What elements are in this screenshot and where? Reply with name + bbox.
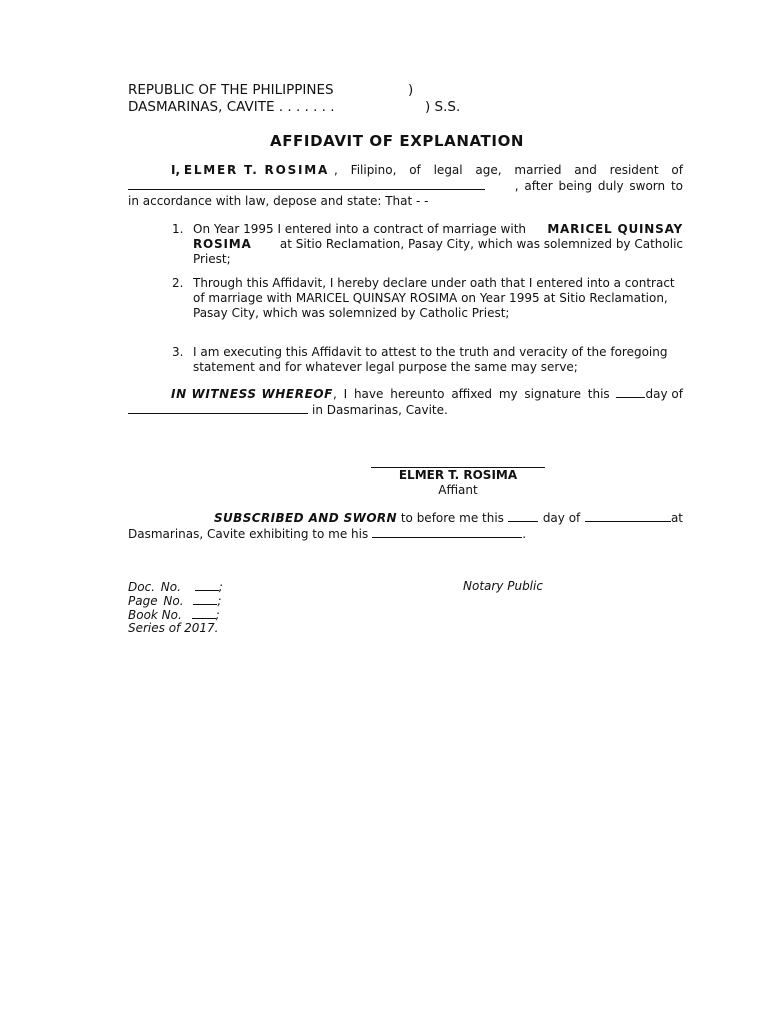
affiant-role: Affiant: [438, 483, 478, 497]
intro-prefix: I,: [171, 163, 181, 177]
jurat-text-4: Dasmarinas, Cavite exhibiting to me his: [128, 527, 369, 541]
header-line-1: [128, 82, 334, 98]
book-semi: ;: [215, 608, 220, 622]
book-label: Book No.: [128, 608, 182, 622]
intro-paragraph: [128, 163, 683, 209]
witness-day-blank: [616, 386, 645, 398]
item-2-text: [193, 276, 683, 321]
affiant-name: ELMER T. ROSIMA: [183, 163, 330, 177]
jurat-text-1: to before me this: [397, 511, 504, 525]
intro-line-1: [128, 163, 683, 178]
item-3-line-1: I am executing this Affidavit to attest to the truth and veracity of the foregoing: [193, 345, 668, 359]
doc-semi: ;: [218, 580, 223, 594]
residence-blank: [128, 178, 485, 190]
item-1-number: 1.: [172, 222, 184, 236]
item-1-end: Priest;: [193, 252, 231, 266]
witness-month-blank: [128, 402, 308, 414]
jurat-text-5: .: [522, 527, 527, 541]
doc-label: Doc. No.: [128, 580, 181, 594]
page-label: Page No.: [128, 594, 184, 608]
item-3-number: 3.: [172, 345, 184, 359]
item-1-text: [193, 222, 683, 267]
item-2-line-1: Through this Affidavit, I hereby declare under oath that I entered into a contract: [193, 276, 675, 290]
book-blank: [192, 607, 216, 619]
item-3-line-2: statement and for whatever legal purpose the same may serve;: [193, 360, 578, 374]
intro-line-2: [128, 178, 683, 194]
header-paren-1: ): [408, 82, 414, 98]
intro-text-1: , Filipino, of legal age, married and resident of: [334, 163, 683, 177]
item-3-text: [193, 345, 683, 375]
item-2-number: 2.: [172, 276, 184, 290]
page-blank: [193, 593, 217, 605]
jurat-text-3: at: [670, 511, 683, 525]
notary-public-label: Notary Public: [463, 579, 543, 593]
affiant-signature-name: ELMER T. ROSIMA: [398, 468, 518, 482]
jurat-text-2: day of: [542, 511, 581, 525]
doc-blank: [195, 579, 219, 591]
witness-text-3: in Dasmarinas, Cavite.: [312, 403, 448, 417]
header-line-2: DASMARINAS, CAVITE . . . . . . .: [128, 99, 335, 115]
intro-line-3: in accordance with law, depose and state: That - -: [128, 194, 429, 208]
jurat-day-blank: [508, 510, 538, 522]
intro-text-2: , after being duly sworn to: [514, 179, 683, 193]
page-semi: ;: [217, 594, 222, 608]
jurat-lead: SUBSCRIBED AND SWORN: [214, 511, 398, 525]
document-title: AFFIDAVIT OF EXPLANATION: [270, 132, 525, 150]
notary-series: Series of 2017.: [128, 621, 219, 635]
item-1-pre: On Year 1995 I entered into a contract of marriage with: [193, 222, 530, 236]
spouse-name-1: MARICEL QUINSAY: [547, 222, 683, 236]
item-2-line-3: Pasay City, which was solemnized by Catholic Priest;: [193, 306, 510, 320]
id-blank: [372, 526, 522, 538]
jurat-paragraph: [128, 510, 683, 542]
witness-text-1: , I have hereunto affixed my signature this: [332, 387, 610, 401]
spouse-surname-1: ROSIMA: [193, 237, 252, 251]
header-ss: ) S.S.: [425, 99, 461, 115]
jurat-month-blank: [585, 510, 671, 522]
witness-text-2: day of: [645, 387, 683, 401]
header-republic: REPUBLIC OF THE PHILIPPINES: [128, 82, 334, 98]
item-2-line-2: of marriage with MARICEL QUINSAY ROSIMA on Year 1995 at Sitio Reclamation,: [193, 291, 668, 305]
witness-paragraph: [128, 386, 683, 418]
witness-lead: IN WITNESS WHEREOF: [171, 387, 333, 401]
item-1-post: at Sitio Reclamation, Pasay City, which was solemnized by Catholic: [276, 237, 683, 251]
